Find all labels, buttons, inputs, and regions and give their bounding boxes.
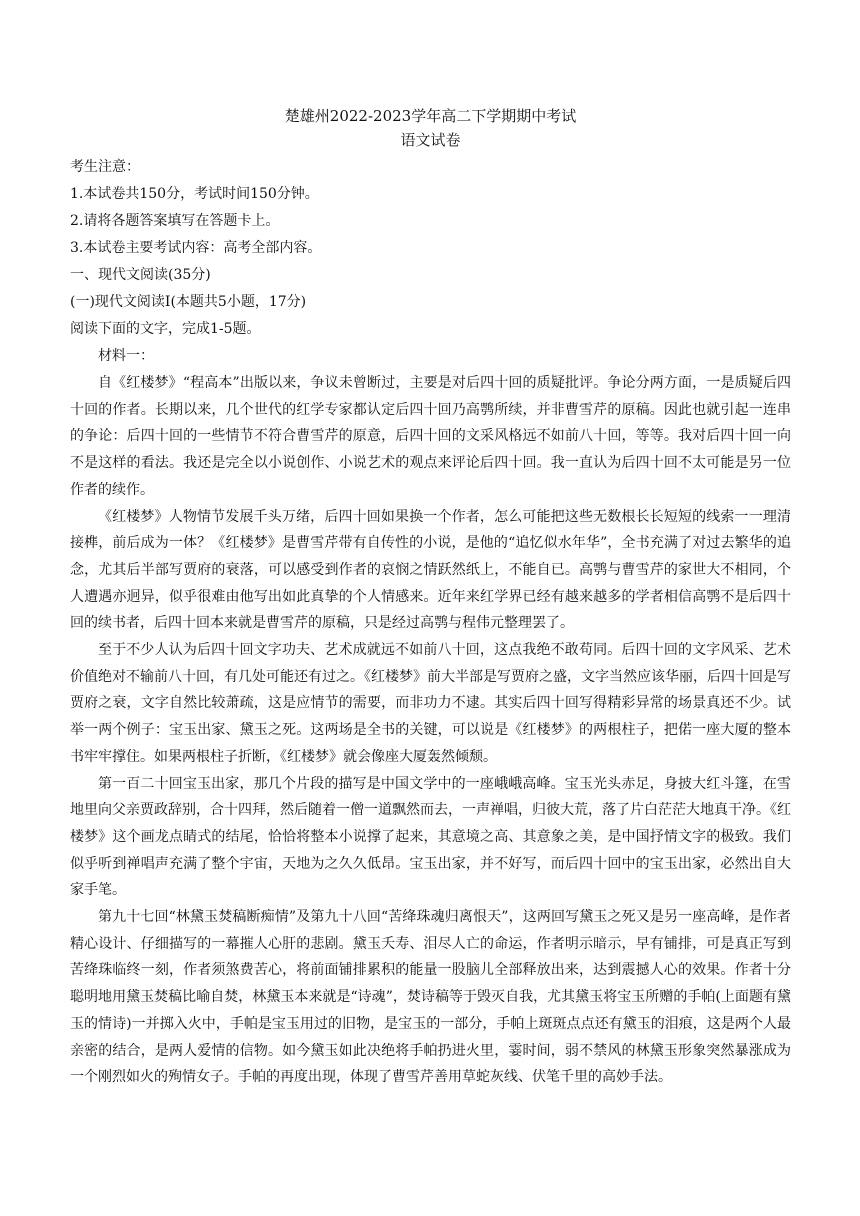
material-paragraph-2: 《红楼梦》人物情节发展千头万绪，后四十回如果换一个作者，怎么可能把这些无数根长长短短的线索一一理清接榫，前后成为一体？《红楼梦》是曹雪芹带有自传性的小说，是他的“追忆似水年华”，全书充满了对过去繁华的追念，尤其后半部写贾府的衰落，可以感受到作者的哀悯之情跃然纸上，不能自已。高鹗与曹雪芹的家世大不相同，个人遭遇亦迥异，似乎很难由他写出如此真挚的个人情感来。近年来红学界已经有越来越多的学者相信高鹗不是后四十回的续书者，后四十回本来就是曹雪芹的原稿，只是经过高鹗与程伟元整理罢了。 [70,508,791,632]
material-label: 材料一： [98,348,154,364]
section-subtitle: (一)现代文阅读Ⅰ(本题共5小题，17分) [70,294,307,310]
material-paragraph-5: 第九十七回“林黛玉焚稿断痴情”及第九十八回“苦绛珠魂归离恨天”，这两回写黛玉之死又是另一座高峰，是作者精心设计、仔细描写的一幕摧人心肝的悲剧。黛玉夭寿、泪尽人亡的命运，作者明示暗示，早有铺排，可是真正写到苦绛珠临终一刻，作者须煞费苦心，将前面铺排累积的能量一股脑儿全部释放出来，达到震撼人心的效果。作者十分聪明地用黛玉焚稿比喻自焚，林黛玉本来就是“诗魂”，焚诗稿等于毁灭自我，尤其黛玉将宝玉所赠的手帕(上面题有黛玉的情诗)一并掷入火中，手帕是宝玉用过的旧物，是宝玉的一部分，手帕上斑斑点点还有黛玉的泪痕，这是两个人最亲密的结合，是两人爱情的信物。如今黛玉如此决绝将手帕扔进火里，霎时间，弱不禁风的林黛玉形象突然暴涨成为一个刚烈如火的殉情女子。手帕的再度出现，体现了曹雪芹善用草蛇灰线、伏笔千里的高妙手法。 [70,909,791,1086]
exam-page [70,104,791,1091]
notice-item-2: 2.请将各题答案填写在答题卡上。 [70,213,280,229]
notice-item-1: 1.本试卷共150分，考试时间150分钟。 [70,186,319,202]
exam-subtitle: 语文试卷 [400,131,461,149]
notice-item-3: 3.本试卷主要考试内容：高考全部内容。 [70,240,322,256]
section-instruction: 阅读下面的文字，完成1-5题。 [70,321,261,337]
section-title: 一、现代文阅读(35分) [70,267,211,283]
material-paragraph-1: 自《红楼梦》“程高本”出版以来，争议未曾断过，主要是对后四十回的质疑批评。争论分两方面，一是质疑后四十回的作者。长期以来，几个世代的红学专家都认定后四十回乃高鹗所续，并非曹雪芹的原稿。因此也就引起一连串的争论：后四十回的一些情节不符合曹雪芹的原意，后四十回的文采风格远不如前八十回，等等。我对后四十回一向不是这样的看法。我还是完全以小说创作、小说艺术的观点来评论后四十回。我一直认为后四十回不太可能是另一位作者的续作。 [70,375,791,498]
exam-title: 楚雄州2022-2023学年高二下学期期中考试 [284,107,577,125]
material-paragraph-3: 至于不少人认为后四十回文字功夫、艺术成就远不如前八十回，这点我绝不敢苟同。后四十回的文字风采、艺术价值绝对不输前八十回，有几处可能还有过之。《红楼梦》前大半部是写贾府之盛，文字当然应该华丽，后四十回是写贾府之衰，文字自然比较萧疏，这是应情节的需要，而非功力不逮。其实后四十回写得精彩异常的场景真还不少。试举一两个例子：宝玉出家、黛玉之死。这两场是全书的关键，可以说是《红楼梦》的两根柱子，把偌一座大厦的整本书牢牢撑住。如果两根柱子折断，《红楼梦》就会像座大厦轰然倾颓。 [70,642,791,765]
material-paragraph-4: 第一百二十回宝玉出家，那几个片段的描写是中国文学中的一座峨峨高峰。宝玉光头赤足，身披大红斗篷，在雪地里向父亲贾政辞别，合十四拜，然后随着一僧一道飘然而去，一声禅唱，归彼大荒，落了片白茫茫大地真干净。《红楼梦》这个画龙点睛式的结尾，恰恰将整本小说撑了起来，其意境之高、其意象之美，是中国抒情文字的极致。我们似乎听到禅唱声充满了整个宇宙，天地为之久久低昂。宝玉出家，并不好写，而后四十回中的宝玉出家，必然出自大家手笔。 [70,775,791,899]
notice-heading: 考生注意： [70,159,140,175]
